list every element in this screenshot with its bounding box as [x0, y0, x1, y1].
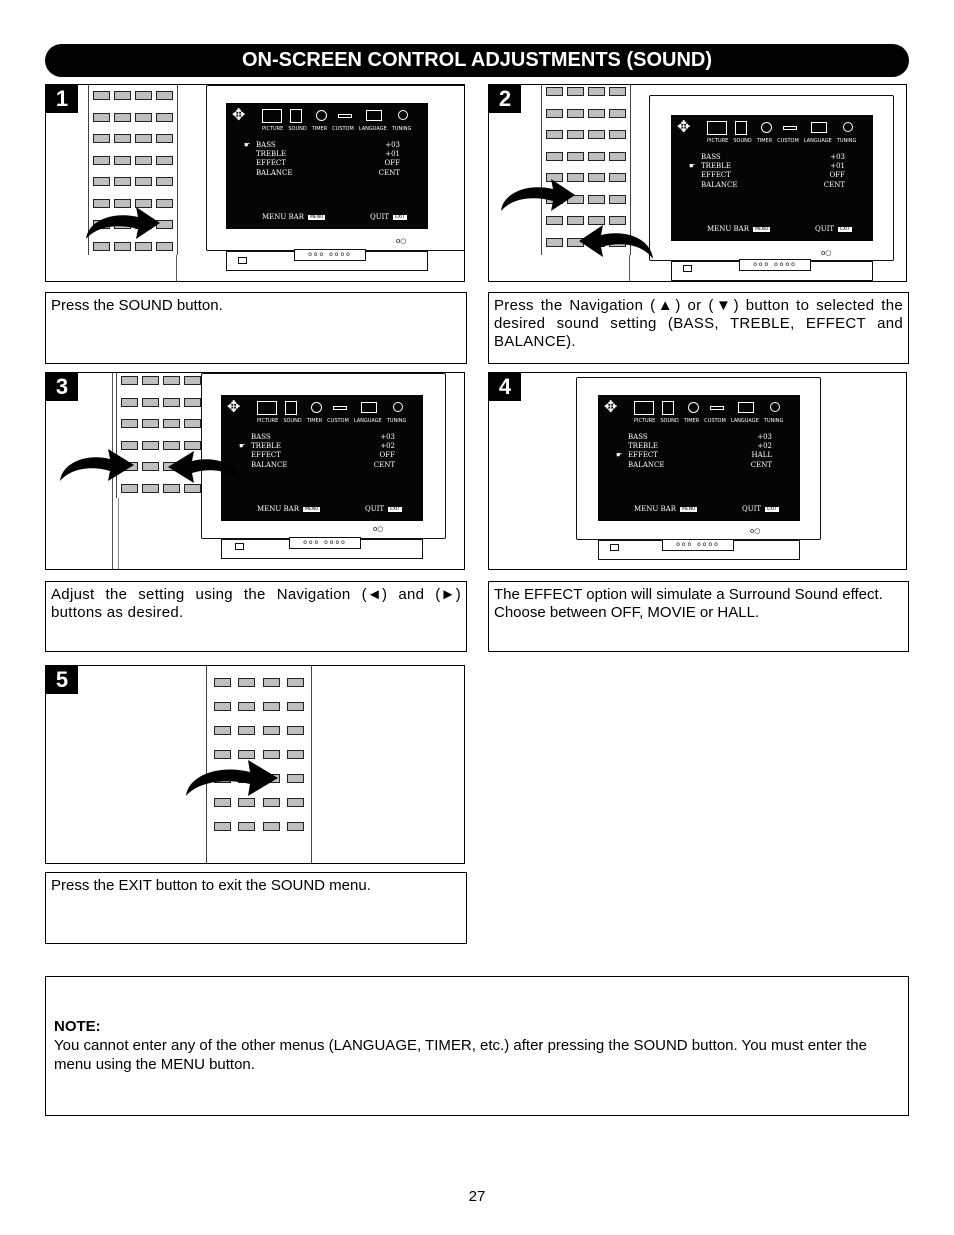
setting-value: +03 — [757, 433, 772, 441]
remote-button[interactable] — [142, 484, 159, 493]
exit-button-tag: EXIT — [840, 226, 851, 232]
selection-pointer-icon: ☛ — [244, 141, 251, 149]
menu-bar-hint — [262, 213, 325, 221]
step-number: 3 — [46, 373, 78, 401]
setting-label: TREBLE — [251, 442, 281, 451]
setting-row-effect[interactable] — [701, 171, 845, 180]
setting-row-effect[interactable] — [616, 451, 772, 460]
step-5-illustration — [45, 665, 465, 864]
menu-icon-label: SOUND — [288, 126, 307, 132]
remote-button[interactable] — [156, 134, 173, 143]
menu-icon-labels — [634, 418, 783, 424]
navigation-icon: ✥ — [232, 105, 246, 124]
setting-label: TREBLE — [256, 150, 286, 159]
remote-button[interactable] — [214, 822, 231, 831]
exit-button-tag: EXIT — [395, 214, 406, 220]
step-4-illustration: 4 ✥ PICTURE SOUND TIMER CUSTOM LANGUAGE TUNING BASS +03 TREBLE +02 ☛ EFFECT HALL BALANCE CENT MENU BAR MENU QUIT EXIT ooo oooo o○ — [488, 372, 907, 570]
remote-button[interactable] — [156, 91, 173, 100]
setting-label: EFFECT — [251, 451, 281, 460]
remote-button[interactable] — [567, 130, 584, 139]
remote-button[interactable] — [142, 419, 159, 428]
remote-button[interactable] — [184, 398, 201, 407]
page-title: ON-SCREEN CONTROL ADJUSTMENTS (SOUND) — [45, 44, 909, 77]
navigation-icon: ✥ — [227, 397, 241, 416]
tv-screen — [598, 395, 800, 521]
tv-screen — [226, 103, 428, 229]
menu-icon-label: TIMER — [311, 126, 328, 132]
menu-icon-label: PICTURE — [634, 418, 656, 424]
remote-button[interactable] — [588, 109, 605, 118]
setting-value: +02 — [380, 442, 395, 451]
navigation-icon: ✥ — [677, 117, 691, 136]
remote-button[interactable] — [184, 419, 201, 428]
quit-label: QUIT — [742, 505, 762, 513]
remote-button[interactable] — [609, 195, 626, 204]
setting-value: +01 — [385, 150, 400, 159]
note-box — [45, 976, 909, 1116]
remote-button[interactable] — [214, 678, 231, 687]
remote-button[interactable] — [156, 156, 173, 165]
setting-value: HALL — [751, 451, 772, 460]
remote-button[interactable] — [546, 130, 563, 139]
remote-button[interactable] — [263, 750, 280, 759]
quit-hint — [815, 225, 852, 233]
setting-value: +03 — [830, 153, 845, 161]
language-icon — [361, 402, 377, 413]
remote-button[interactable] — [287, 726, 304, 735]
tuning-icon — [393, 402, 403, 412]
remote-button[interactable] — [93, 134, 110, 143]
timer-icon — [316, 110, 327, 121]
setting-value: OFF — [379, 451, 395, 460]
menu-icon-label: LANGUAGE — [358, 126, 387, 132]
tuning-icon — [398, 110, 408, 120]
remote-button[interactable] — [238, 678, 255, 687]
remote-button[interactable] — [287, 678, 304, 687]
setting-value: CENT — [373, 460, 395, 469]
menu-bar-label: MENU BAR — [634, 505, 676, 513]
custom-icon — [338, 114, 352, 118]
setting-value: +01 — [830, 162, 845, 171]
step-number: 4 — [489, 373, 521, 401]
quit-label: QUIT — [365, 505, 385, 513]
remote-button[interactable] — [546, 152, 563, 161]
remote-button[interactable] — [184, 376, 201, 385]
menu-icon-label: TUNING — [391, 126, 412, 132]
setting-label: BASS — [628, 433, 648, 441]
step-4-caption: The EFFECT option will simulate a Surround Sound effect. Choose between OFF, MOVIE or HALL. — [488, 581, 909, 652]
note-text: You cannot enter any of the other menus (LANGUAGE, TIMER, etc.) after pressing the SOUND button. You must enter the menu using the MENU button. — [54, 1037, 867, 1073]
menu-button-tag: MENU — [310, 214, 324, 220]
tv-screen — [671, 115, 873, 241]
menu-button-tag: MENU — [682, 506, 696, 512]
remote-button[interactable] — [609, 173, 626, 182]
remote-button[interactable] — [121, 376, 138, 385]
setting-row-treble[interactable] — [239, 442, 395, 451]
step-number: 5 — [46, 666, 78, 694]
menu-icon-label: LANGUAGE — [730, 418, 759, 424]
quit-hint — [365, 505, 402, 513]
menu-icon-label: SOUND — [283, 418, 302, 424]
menu-icon-label: PICTURE — [257, 418, 279, 424]
remote-button[interactable] — [93, 91, 110, 100]
setting-row-bass[interactable] — [628, 433, 772, 442]
remote-button[interactable] — [263, 702, 280, 711]
remote-button[interactable] — [238, 822, 255, 831]
menu-bar-hint — [257, 505, 320, 513]
quit-hint — [742, 505, 779, 513]
sound-settings-list — [244, 141, 400, 178]
step-2-caption: Press the Navigation (▲) or (▼) button to selected the desired sound setting (BASS, TREBLE, EFFECT and BALANCE). — [488, 292, 909, 364]
remote-button[interactable] — [114, 156, 131, 165]
setting-label: BASS — [256, 141, 276, 149]
tv-front-buttons: ooo oooo — [739, 259, 811, 271]
language-icon — [366, 110, 382, 121]
setting-value: CENT — [823, 180, 845, 189]
step-5-caption: Press the EXIT button to exit the SOUND menu. — [45, 872, 467, 944]
remote-button[interactable] — [546, 238, 563, 247]
sound-settings-list — [689, 153, 845, 190]
remote-button[interactable] — [567, 109, 584, 118]
remote-button[interactable] — [287, 702, 304, 711]
sound-settings-list — [616, 433, 772, 470]
remote-button[interactable] — [214, 702, 231, 711]
setting-label: BASS — [701, 153, 721, 161]
remote-button[interactable] — [156, 177, 173, 186]
menu-icon-label: SOUND — [660, 418, 679, 424]
step-number: 1 — [46, 85, 78, 113]
setting-row-bass[interactable] — [251, 433, 395, 442]
selection-pointer-icon: ☛ — [689, 162, 696, 171]
remote-button[interactable] — [214, 726, 231, 735]
remote-button[interactable] — [163, 419, 180, 428]
menu-button-tag: MENU — [305, 506, 319, 512]
press-arrow-left — [166, 449, 246, 489]
menu-icon-label: LANGUAGE — [803, 138, 832, 144]
timer-icon — [311, 402, 322, 413]
setting-label: BALANCE — [628, 460, 665, 469]
custom-icon — [710, 406, 724, 410]
setting-value: +02 — [757, 442, 772, 451]
custom-icon — [783, 126, 797, 130]
remote-button[interactable] — [263, 726, 280, 735]
quit-label: QUIT — [815, 225, 835, 233]
menu-icon-labels — [262, 126, 411, 132]
menu-icon-label: PICTURE — [262, 126, 284, 132]
menu-bar-label: MENU BAR — [707, 225, 749, 233]
menu-icon-labels — [257, 418, 406, 424]
menu-icon-label: TIMER — [756, 138, 773, 144]
menu-icon-label: CUSTOM — [777, 138, 799, 144]
selection-pointer-icon: ☛ — [616, 451, 623, 460]
remote-button[interactable] — [287, 822, 304, 831]
remote-button[interactable] — [567, 87, 584, 96]
menu-bar-label: MENU BAR — [257, 505, 299, 513]
remote-button[interactable] — [609, 130, 626, 139]
menu-icon-label: CUSTOM — [704, 418, 726, 424]
setting-value: OFF — [829, 171, 845, 180]
step-1-illustration: 1 ✥ PICTURE SOUND TIMER CUSTOM LANGUAGE TUNING ☛ BASS +03 TREBLE +01 EFFECT OFF BALANCE CENT MENU BAR MENU QUIT EXIT ooo oooo o○ — [45, 84, 465, 282]
remote-button[interactable] — [135, 177, 152, 186]
remote-button[interactable] — [609, 87, 626, 96]
step-2-illustration: 2 ✥ PICTURE SOUND TIMER CUSTOM LANGUAGE TUNING BASS +03 ☛ TREBLE +01 EFFECT OFF BALANCE CENT MENU BAR MENU QUIT EXIT ooo oooo o○ — [488, 84, 907, 282]
menu-bar-hint — [707, 225, 770, 233]
remote-button[interactable] — [142, 376, 159, 385]
language-icon — [738, 402, 754, 413]
remote-button[interactable] — [142, 441, 159, 450]
setting-value: CENT — [378, 168, 400, 177]
menu-bar-label: MENU BAR — [262, 213, 304, 221]
menu-icon-label: TUNING — [763, 418, 784, 424]
setting-row-bass[interactable] — [244, 141, 400, 150]
remote-button[interactable] — [163, 376, 180, 385]
remote-button[interactable] — [588, 195, 605, 204]
remote-button[interactable] — [114, 113, 131, 122]
step-1-caption: Press the SOUND button. — [45, 292, 467, 364]
picture-icon — [262, 109, 282, 123]
tv-front-buttons: ooo oooo — [662, 539, 734, 551]
menu-icon-labels — [707, 138, 856, 144]
remote-button[interactable] — [546, 87, 563, 96]
remote-button[interactable] — [567, 152, 584, 161]
remote-button[interactable] — [238, 702, 255, 711]
remote-button[interactable] — [135, 156, 152, 165]
remote-button[interactable] — [588, 130, 605, 139]
menu-icon-label: TIMER — [683, 418, 700, 424]
menu-icon-label: PICTURE — [707, 138, 729, 144]
setting-label: TREBLE — [628, 442, 658, 451]
press-arrow — [82, 207, 162, 243]
remote-button[interactable] — [114, 91, 131, 100]
remote-button[interactable] — [609, 109, 626, 118]
remote-button[interactable] — [287, 798, 304, 807]
press-arrow-down — [577, 223, 657, 263]
menu-icon-label: CUSTOM — [332, 126, 354, 132]
exit-button-tag: EXIT — [390, 506, 401, 512]
setting-row-treble[interactable] — [256, 150, 400, 159]
menu-icon-label: TUNING — [836, 138, 857, 144]
setting-label: BALANCE — [256, 168, 293, 177]
remote-button[interactable] — [156, 113, 173, 122]
sound-settings-list — [239, 433, 395, 470]
picture-icon — [707, 121, 727, 135]
remote-button[interactable] — [263, 822, 280, 831]
selection-pointer-icon: ☛ — [239, 442, 246, 451]
quit-hint — [370, 213, 407, 221]
timer-icon — [688, 402, 699, 413]
setting-row-balance[interactable] — [251, 461, 395, 470]
tv-front-buttons: ooo oooo — [294, 249, 366, 261]
setting-value: +03 — [385, 141, 400, 149]
divider-line — [118, 498, 119, 570]
setting-label: BALANCE — [701, 180, 738, 189]
setting-row-balance[interactable] — [256, 169, 400, 178]
remote-button[interactable] — [546, 216, 563, 225]
remote-button[interactable] — [93, 177, 110, 186]
menu-icon-label: TUNING — [386, 418, 407, 424]
remote-button[interactable] — [588, 152, 605, 161]
sound-icon — [290, 109, 302, 123]
step-number: 2 — [489, 85, 521, 113]
setting-row-treble[interactable] — [628, 442, 772, 451]
setting-row-treble[interactable] — [689, 162, 845, 171]
setting-row-balance[interactable] — [701, 181, 845, 190]
remote-button[interactable] — [121, 419, 138, 428]
setting-label: TREBLE — [701, 162, 731, 171]
remote-button[interactable] — [588, 87, 605, 96]
menu-icon-label: SOUND — [733, 138, 752, 144]
remote-button[interactable] — [135, 91, 152, 100]
remote-button[interactable] — [135, 113, 152, 122]
picture-icon — [257, 401, 277, 415]
step-3-caption: Adjust the setting using the Navigation (◄) and (►) buttons as desired. — [45, 581, 467, 652]
setting-label: EFFECT — [628, 451, 658, 460]
tuning-icon — [770, 402, 780, 412]
remote-button[interactable] — [163, 398, 180, 407]
custom-icon — [333, 406, 347, 410]
remote-button[interactable] — [546, 109, 563, 118]
remote-button[interactable] — [121, 398, 138, 407]
step-3-illustration: 3 ✥ PICTURE SOUND TIMER CUSTOM LANGUAGE TUNING BASS +03 ☛ TREBLE +02 EFFECT OFF BALANCE CENT MENU BAR MENU QUIT EXIT ooo oooo o○ — [45, 372, 465, 570]
navigation-icon: ✥ — [604, 397, 618, 416]
remote-button[interactable] — [238, 726, 255, 735]
quit-label: QUIT — [370, 213, 390, 221]
setting-row-bass[interactable] — [701, 153, 845, 162]
remote-button[interactable] — [287, 750, 304, 759]
setting-value: +03 — [380, 433, 395, 441]
remote-button[interactable] — [609, 152, 626, 161]
tv-screen — [221, 395, 423, 521]
remote-button[interactable] — [214, 750, 231, 759]
menu-bar-hint — [634, 505, 697, 513]
menu-icon-label: LANGUAGE — [353, 418, 382, 424]
remote-button[interactable] — [263, 678, 280, 687]
setting-label: BASS — [251, 433, 271, 441]
press-arrow-right — [56, 447, 136, 487]
remote-button[interactable] — [114, 134, 131, 143]
menu-button-tag: MENU — [755, 226, 769, 232]
sound-icon — [735, 121, 747, 135]
exit-button-tag: EXIT — [767, 506, 778, 512]
remote-button[interactable] — [238, 750, 255, 759]
sound-icon — [285, 401, 297, 415]
press-arrow-up — [497, 179, 577, 215]
tuning-icon — [843, 122, 853, 132]
setting-value: CENT — [750, 460, 772, 469]
picture-icon — [634, 401, 654, 415]
remote-button[interactable] — [114, 177, 131, 186]
setting-row-effect[interactable] — [256, 159, 400, 168]
press-arrow — [182, 760, 282, 800]
setting-row-effect[interactable] — [251, 451, 395, 460]
remote-button[interactable] — [287, 774, 304, 783]
page-number: 27 — [468, 1188, 486, 1205]
tv-front-buttons: ooo oooo — [289, 537, 361, 549]
menu-icon-label: CUSTOM — [327, 418, 349, 424]
sound-icon — [662, 401, 674, 415]
language-icon — [811, 122, 827, 133]
note-heading: NOTE: — [54, 1018, 101, 1035]
remote-button[interactable] — [142, 462, 159, 471]
menu-icon-label: TIMER — [306, 418, 323, 424]
setting-row-balance[interactable] — [628, 461, 772, 470]
timer-icon — [761, 122, 772, 133]
remote-button[interactable] — [93, 113, 110, 122]
setting-label: EFFECT — [701, 171, 731, 180]
setting-label: BALANCE — [251, 460, 288, 469]
remote-button[interactable] — [135, 134, 152, 143]
remote-button[interactable] — [588, 173, 605, 182]
remote-button[interactable] — [142, 398, 159, 407]
setting-value: OFF — [384, 159, 400, 168]
setting-label: EFFECT — [256, 159, 286, 168]
remote-button[interactable] — [93, 156, 110, 165]
